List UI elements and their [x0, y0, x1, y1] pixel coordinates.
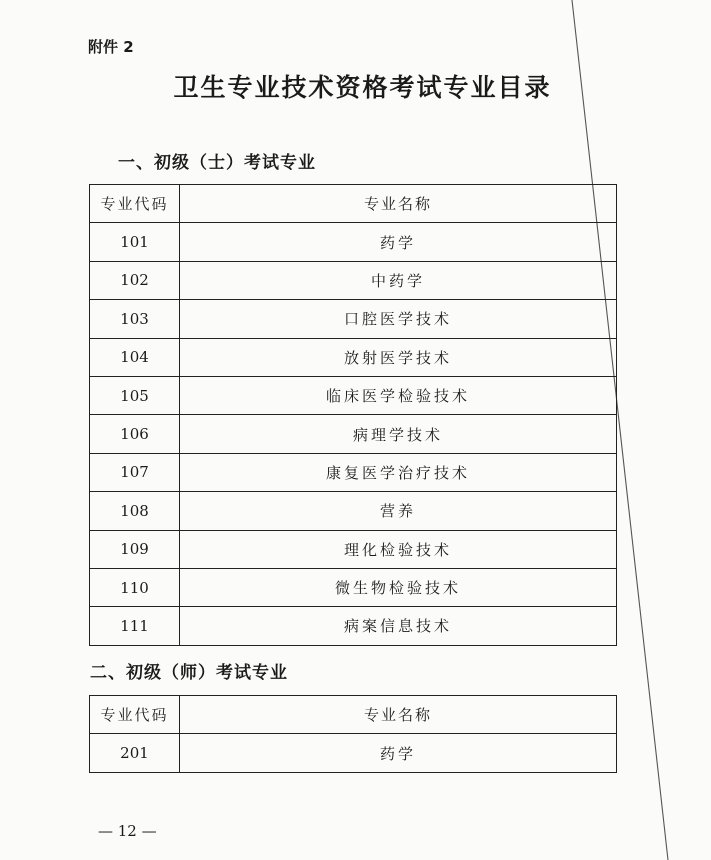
specialty-code: 101: [90, 223, 180, 261]
specialty-name: 中药学: [180, 261, 617, 299]
column-header-name: 专业名称: [180, 185, 617, 223]
table-row: [90, 376, 617, 414]
specialty-code: 102: [90, 261, 180, 299]
table-row: [90, 415, 617, 453]
page-number: — 12 —: [98, 822, 157, 840]
specialty-name: 药学: [180, 223, 617, 261]
specialty-code: 201: [90, 734, 180, 772]
specialty-name: 微生物检验技术: [180, 568, 617, 606]
specialty-code: 108: [90, 492, 180, 530]
table-row: [90, 453, 617, 491]
specialty-code: 109: [90, 530, 180, 568]
document-title: 卫生专业技术资格考试专业目录: [173, 73, 552, 102]
column-header-code: 专业代码: [90, 696, 180, 734]
specialty-name: 病案信息技术: [180, 607, 617, 645]
specialty-code: 111: [90, 607, 180, 645]
table-row: [90, 300, 617, 338]
specialty-name: 临床医学检验技术: [180, 376, 617, 414]
specialty-name: 营养: [180, 492, 617, 530]
table-row: [90, 734, 617, 772]
table-junior-technician-specialties: [89, 184, 617, 646]
specialty-code: 104: [90, 338, 180, 376]
table-row: [90, 530, 617, 568]
table-row: [90, 607, 617, 645]
section-heading-junior-practitioner: 二、初级（师）考试专业: [90, 663, 288, 683]
specialty-name: 病理学技术: [180, 415, 617, 453]
specialty-code: 107: [90, 453, 180, 491]
column-header-code: 专业代码: [90, 185, 180, 223]
table-row: [90, 568, 617, 606]
table-row: [90, 261, 617, 299]
table-row: [90, 338, 617, 376]
specialty-code: 106: [90, 415, 180, 453]
specialty-name: 理化检验技术: [180, 530, 617, 568]
table-header-row: [90, 696, 617, 734]
specialty-code: 110: [90, 568, 180, 606]
table-junior-practitioner-specialties: [89, 695, 617, 773]
column-header-name: 专业名称: [180, 696, 617, 734]
section-heading-junior-technician: 一、初级（士）考试专业: [118, 153, 316, 173]
specialty-name: 康复医学治疗技术: [180, 453, 617, 491]
specialty-code: 105: [90, 376, 180, 414]
specialty-code: 103: [90, 300, 180, 338]
table-row: [90, 223, 617, 261]
table-row: [90, 492, 617, 530]
attachment-label: 附件 2: [88, 38, 134, 56]
specialty-name: 口腔医学技术: [180, 300, 617, 338]
specialty-name: 药学: [180, 734, 617, 772]
table-header-row: [90, 185, 617, 223]
specialty-name: 放射医学技术: [180, 338, 617, 376]
